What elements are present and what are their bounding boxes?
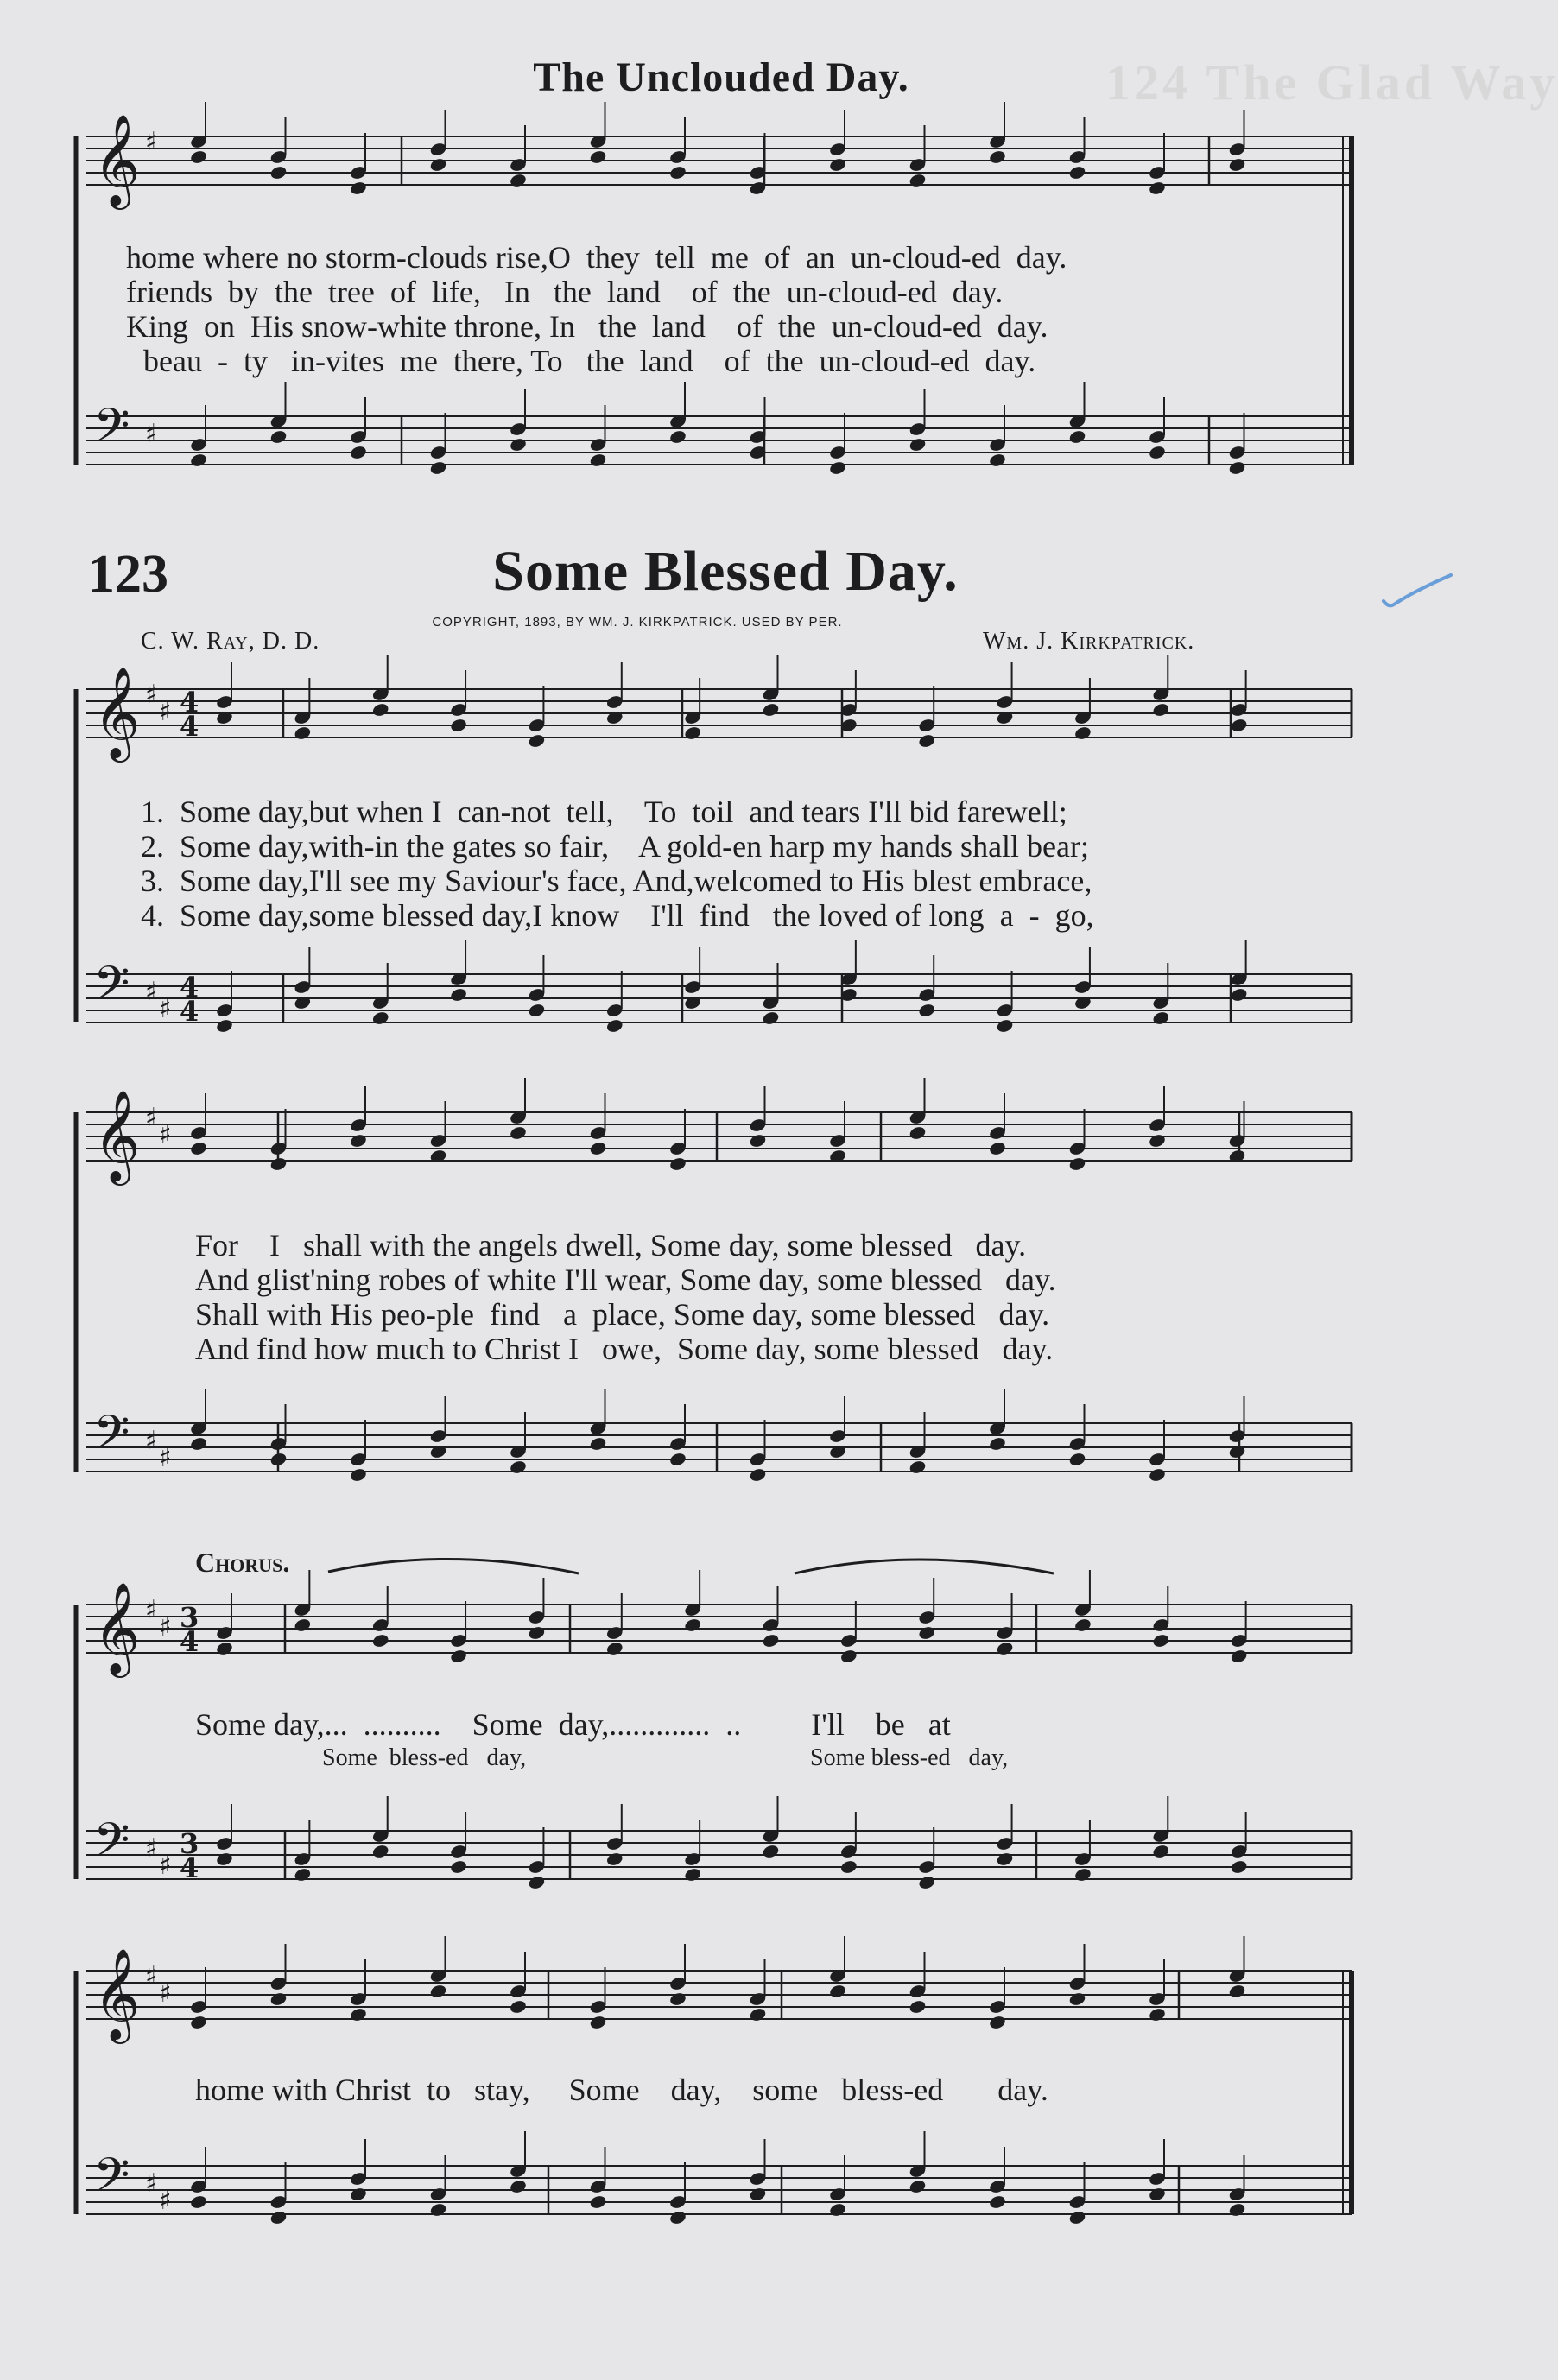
verse-1-line-1: 1. Some day,but when I can-not tell, To toil and tears I'll bid farewell;: [141, 794, 1067, 829]
note-head: [294, 1617, 312, 1633]
note-head: [668, 1452, 687, 1467]
note-head: [749, 2187, 767, 2202]
note-head: [449, 1649, 467, 1664]
sharp-icon: ♯: [159, 697, 172, 727]
note-head: [1074, 1617, 1092, 1633]
sharp-icon: ♯: [145, 1961, 158, 1991]
note-head: [918, 733, 936, 749]
top-lyric-line-3: King on His snow-white throne, In the land of the un-cloud-ed day.: [126, 309, 1048, 344]
note-head: [189, 2194, 207, 2210]
note-head: [589, 149, 607, 165]
note-head: [909, 1999, 927, 2015]
note-head: [1228, 1444, 1246, 1459]
sharp-icon: ♯: [145, 419, 158, 449]
treble-clef-icon: 𝄞: [93, 1089, 141, 1181]
note-head: [215, 1018, 233, 1034]
note-head: [215, 710, 233, 725]
note-head: [668, 2210, 687, 2225]
sharp-icon: ♯: [145, 680, 158, 710]
sharp-icon: ♯: [145, 1595, 158, 1625]
treble-clef-icon: 𝄞: [93, 1581, 141, 1674]
verse-3-line-1: 3. Some day,I'll see my Saviour's face, And,welcomed to His blest embrace,: [141, 864, 1092, 898]
sharp-icon: ♯: [145, 977, 158, 1007]
note-head: [668, 1991, 687, 2007]
note-head: [589, 1141, 607, 1156]
verse-3-line-2: Shall with His peo-ple find a place, Some day, some blessed day.: [195, 1297, 1050, 1332]
note-head: [589, 1436, 607, 1452]
note-head: [429, 157, 447, 173]
note-head: [1068, 1991, 1086, 2007]
note-head: [429, 460, 447, 476]
note-head: [589, 453, 607, 468]
note-head: [1228, 460, 1246, 476]
note-head: [909, 1459, 927, 1475]
top-lyric-line-1: home where no storm-clouds rise,O they tell me of an un-cloud-ed day.: [126, 240, 1067, 275]
note-head: [349, 2187, 367, 2202]
note-head: [749, 1467, 767, 1483]
copyright-notice: COPYRIGHT, 1893, BY WM. J. KIRKPATRICK. USED BY PER.: [432, 615, 843, 630]
note-head: [509, 2179, 527, 2194]
chorus-bass-lyric-1: Some bless-ed day,: [322, 1744, 527, 1771]
note-head: [294, 725, 312, 741]
note-head: [189, 453, 207, 468]
bass-clef-icon: 𝄢: [93, 2148, 130, 2214]
note-head: [762, 1844, 780, 1859]
note-head: [1148, 1133, 1166, 1149]
note-head: [371, 1844, 390, 1859]
note-head: [509, 173, 527, 188]
note-head: [189, 1436, 207, 1452]
note-head: [349, 1133, 367, 1149]
note-head: [349, 445, 367, 460]
note-head: [215, 1851, 233, 1867]
note-head: [1228, 2202, 1246, 2218]
chorus-lyric-1: Some day,... .......... Some day,............. .. I'll be at: [195, 1707, 951, 1742]
note-head: [215, 1641, 233, 1656]
note-head: [1068, 165, 1086, 180]
note-head: [429, 1149, 447, 1164]
treble-clef-icon: 𝄞: [93, 1947, 141, 2040]
note-head: [1148, 180, 1166, 196]
note-head: [839, 1649, 858, 1664]
note-head: [589, 2194, 607, 2210]
note-head: [1152, 702, 1170, 718]
chorus-label: Chorus.: [195, 1547, 290, 1578]
sharp-icon: ♯: [145, 2168, 158, 2199]
note-head: [528, 1003, 546, 1018]
verse-4-line-2: And find how much to Christ I owe, Some day, some blessed day.: [195, 1332, 1054, 1366]
note-head: [528, 1625, 546, 1641]
note-head: [762, 702, 780, 718]
note-head: [349, 2007, 367, 2022]
sharp-icon: ♯: [159, 994, 172, 1024]
note-head: [1148, 2187, 1166, 2202]
note-head: [1230, 987, 1248, 1003]
top-lyric-line-2: friends by the tree of life, In the land of the un-cloud-ed day.: [126, 275, 1004, 309]
sharp-icon: ♯: [159, 1612, 172, 1643]
pencil-check-icon: [1380, 567, 1458, 618]
time-signature: 4: [180, 1851, 200, 1884]
note-head: [1228, 1149, 1246, 1164]
note-head: [349, 1467, 367, 1483]
bass-clef-icon: 𝄢: [93, 398, 130, 465]
note-head: [189, 1141, 207, 1156]
sharp-icon: ♯: [159, 1120, 172, 1150]
note-head: [1152, 1633, 1170, 1649]
note-head: [1230, 1649, 1248, 1664]
note-head: [269, 1991, 288, 2007]
time-signature: 4: [180, 710, 200, 743]
note-head: [509, 1125, 527, 1141]
chorus-bass-lyric-2: Some bless-ed day,: [810, 1744, 1009, 1771]
note-head: [1068, 1156, 1086, 1172]
note-head: [749, 2007, 767, 2022]
note-head: [762, 1633, 780, 1649]
note-head: [269, 1156, 288, 1172]
note-head: [988, 1436, 1006, 1452]
note-head: [269, 429, 288, 445]
time-signature: 4: [180, 1625, 200, 1658]
note-head: [1230, 718, 1248, 733]
note-head: [1228, 1984, 1246, 1999]
sharp-icon: ♯: [145, 1103, 158, 1133]
note-head: [828, 1444, 846, 1459]
note-head: [996, 1851, 1014, 1867]
note-head: [189, 149, 207, 165]
note-head: [988, 149, 1006, 165]
author-credit: C. W. Ray, D. D.: [141, 628, 320, 655]
verse-1-line-2: For I shall with the angels dwell, Some day, some blessed day.: [195, 1228, 1027, 1263]
bass-clef-icon: 𝄢: [93, 956, 130, 1022]
bass-clef-icon: 𝄢: [93, 1405, 130, 1472]
note-head: [1074, 995, 1092, 1010]
hymn-number: 123: [88, 545, 168, 604]
note-head: [509, 1999, 527, 2015]
note-head: [449, 1859, 467, 1875]
hymn-title: Some Blessed Day.: [492, 540, 959, 603]
note-head: [828, 1984, 846, 1999]
note-head: [449, 718, 467, 733]
note-head: [509, 437, 527, 453]
note-head: [988, 2194, 1006, 2210]
time-signature: 3: [180, 1827, 200, 1860]
bleed-through-text: 124 The Glad Way: [1105, 54, 1558, 111]
sharp-icon: ♯: [159, 1443, 172, 1473]
note-head: [909, 1125, 927, 1141]
note-head: [828, 1149, 846, 1164]
note-head: [371, 702, 390, 718]
note-head: [1148, 2007, 1166, 2022]
slur: [795, 1560, 1054, 1573]
note-head: [449, 987, 467, 1003]
note-head: [371, 1010, 390, 1026]
time-signature: 3: [180, 1601, 200, 1634]
note-head: [528, 733, 546, 749]
note-head: [749, 1133, 767, 1149]
note-head: [683, 1617, 701, 1633]
note-head: [668, 165, 687, 180]
note-head: [683, 995, 701, 1010]
note-head: [1074, 1867, 1092, 1883]
sharp-icon: ♯: [159, 1851, 172, 1881]
note-head: [1152, 1010, 1170, 1026]
note-head: [828, 157, 846, 173]
verse-2-line-1: 2. Some day,with-in the gates so fair, A gold-en harp my hands shall bear;: [141, 829, 1089, 864]
top-lyric-line-4: beau - ty in-vites me there, To the land of the un-cloud-ed day.: [143, 344, 1036, 378]
note-head: [828, 2202, 846, 2218]
note-head: [1230, 1859, 1248, 1875]
note-head: [269, 1452, 288, 1467]
note-head: [509, 1459, 527, 1475]
note-head: [996, 1018, 1014, 1034]
note-head: [605, 710, 624, 725]
note-head: [668, 1156, 687, 1172]
note-head: [909, 173, 927, 188]
note-head: [1074, 725, 1092, 741]
note-head: [1068, 1452, 1086, 1467]
sharp-icon: ♯: [145, 1426, 158, 1456]
note-head: [294, 995, 312, 1010]
verse-2-line-2: And glist'ning robes of white I'll wear, Some day, some blessed day.: [195, 1263, 1056, 1297]
note-head: [1152, 1844, 1170, 1859]
note-head: [189, 2015, 207, 2030]
time-signature: 4: [180, 686, 200, 718]
note-head: [909, 2179, 927, 2194]
composer-credit: Wm. J. Kirkpatrick.: [983, 628, 1195, 655]
note-head: [996, 1641, 1014, 1656]
note-head: [429, 2202, 447, 2218]
time-signature: 4: [180, 995, 200, 1028]
note-head: [349, 180, 367, 196]
note-head: [1068, 2210, 1086, 2225]
note-head: [918, 1625, 936, 1641]
note-head: [668, 429, 687, 445]
note-head: [918, 1003, 936, 1018]
verse-4-line-1: 4. Some day,some blessed day,I know I'll find the loved of long a - go,: [141, 898, 1094, 933]
sharp-icon: ♯: [145, 1833, 158, 1864]
sharp-icon: ♯: [159, 2186, 172, 2216]
note-head: [269, 165, 288, 180]
note-head: [988, 1141, 1006, 1156]
note-head: [371, 1633, 390, 1649]
note-head: [605, 1641, 624, 1656]
note-head: [996, 710, 1014, 725]
note-head: [429, 1444, 447, 1459]
note-head: [589, 2015, 607, 2030]
sharp-icon: ♯: [159, 1978, 172, 2009]
sharp-icon: ♯: [145, 127, 158, 157]
note-head: [839, 1859, 858, 1875]
note-head: [1148, 445, 1166, 460]
note-head: [294, 1867, 312, 1883]
slur: [328, 1559, 579, 1573]
chorus-lyric-2: home with Christ to stay, Some day, some bless-ed day.: [195, 2073, 1048, 2107]
note-head: [909, 437, 927, 453]
note-head: [605, 1851, 624, 1867]
note-head: [1228, 157, 1246, 173]
note-head: [988, 2015, 1006, 2030]
note-head: [828, 460, 846, 476]
note-head: [269, 2210, 288, 2225]
note-head: [683, 1867, 701, 1883]
note-head: [1148, 1467, 1166, 1483]
treble-clef-icon: 𝄞: [93, 666, 141, 758]
note-head: [528, 1875, 546, 1890]
treble-clef-icon: 𝄞: [93, 113, 141, 206]
note-head: [988, 453, 1006, 468]
time-signature: 4: [180, 971, 200, 1003]
note-head: [605, 1018, 624, 1034]
note-head: [1068, 429, 1086, 445]
note-head: [429, 1984, 447, 1999]
note-head: [683, 725, 701, 741]
note-head: [762, 1010, 780, 1026]
bass-clef-icon: 𝄢: [93, 1813, 130, 1879]
top-hymn-title: The Unclouded Day.: [533, 54, 909, 100]
note-head: [918, 1875, 936, 1890]
